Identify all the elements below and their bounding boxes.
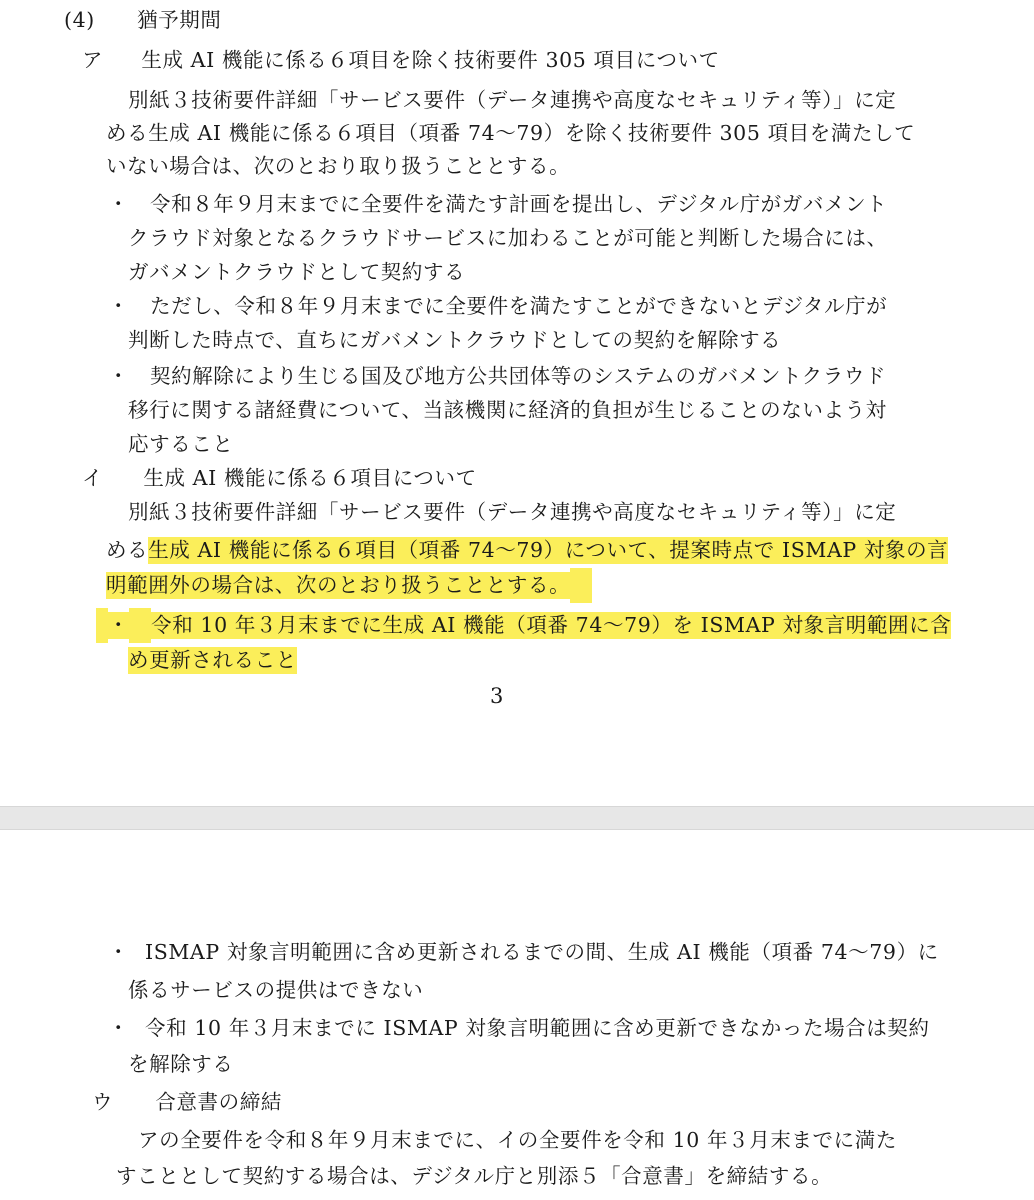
bullet-line: ISMAP 対象言明範囲に含め更新されるまでの間、生成 AI 機能（項番 74〜79）に (145, 940, 939, 964)
item-u-para-line: すこととして契約する場合は、デジタル庁と別添５「合意書」を締結する。 (116, 1164, 833, 1188)
item-a-para-line: める生成 AI 機能に係る６項目（項番 74〜79）を除く技術要件 305 項目を満たして (106, 121, 916, 145)
item-i-bullet-line (128, 644, 297, 676)
highlighted-text: 明範囲外の場合は、次のとおり扱うこととする。 (106, 573, 571, 597)
bullet-mark: ・ (108, 1016, 129, 1040)
document-page-2 (0, 830, 1034, 1200)
bullet-mark: ・ (108, 364, 129, 388)
item-a-marker: ア (82, 48, 104, 72)
bullet-mark: ・ (108, 940, 129, 964)
item-u-para-line: アの全要件を令和８年９月末までに、イの全要件を令和 10 年３月末までに満た (138, 1128, 897, 1152)
bullet-line: 契約解除により生じる国及び地方公共団体等のシステムのガバメントクラウド (150, 364, 887, 388)
page-separator (0, 806, 1034, 830)
page-number: 3 (490, 684, 504, 708)
item-i-para-line (106, 568, 592, 600)
item-u-marker: ウ (92, 1090, 114, 1114)
bullet-line: 応すること (128, 432, 234, 456)
bullet-line: ガバメントクラウドとして契約する (128, 260, 466, 284)
bullet-line: を解除する (128, 1052, 234, 1076)
bullet-line: 移行に関する諸経費について、当該機関に経済的負担が生じることのないよう対 (128, 398, 887, 422)
item-a-para-line: いない場合は、次のとおり取り扱うこととする。 (106, 154, 571, 178)
section-heading (64, 4, 222, 36)
bullet-mark: ・ (108, 613, 130, 637)
highlighted-text: 生成 AI 機能に係る６項目（項番 74〜79）について、提案時点で ISMAP 対象の言 (148, 538, 949, 562)
highlighted-text: 令和 10 年３月末までに生成 AI 機能（項番 74〜79）を ISMAP 対象言明範囲に含 (151, 613, 952, 637)
bullet-line: 令和８年９月末までに全要件を満たす計画を提出し、デジタル庁がガバメント (150, 192, 888, 216)
item-u-title: 合意書の締結 (155, 1090, 282, 1114)
section-number: (4) (64, 8, 95, 32)
item-a-para-line: 別紙３技術要件詳細「サービス要件（データ連携や高度なセキュリティ等）」に定 (128, 88, 897, 112)
bullet-mark: ・ (108, 192, 129, 216)
item-i-para-prefix: める (106, 538, 149, 562)
section-title: 猶予期間 (137, 8, 222, 32)
item-i-para-line (106, 534, 948, 566)
item-a-title: 生成 AI 機能に係る６項目を除く技術要件 305 項目について (141, 48, 720, 72)
bullet-line: 判断した時点で、直ちにガバメントクラウドとしての契約を解除する (128, 328, 782, 352)
item-i-bullet-line (96, 608, 951, 640)
bullet-line: クラウド対象となるクラウドサービスに加わることが可能と判断した場合には、 (128, 226, 888, 250)
item-i-marker: イ (82, 466, 104, 490)
item-i-title: 生成 AI 機能に係る６項目について (143, 466, 477, 490)
bullet-line: 令和 10 年３月末までに ISMAP 対象言明範囲に含め更新できなかった場合は契約 (145, 1016, 930, 1040)
item-i-para-line: 別紙３技術要件詳細「サービス要件（データ連携や高度なセキュリティ等）」に定 (128, 500, 897, 524)
item-i-heading (82, 462, 477, 494)
item-a-heading (82, 44, 720, 76)
highlighted-text: め更新されること (128, 648, 297, 672)
bullet-line: ただし、令和８年９月末までに全要件を満たすことができないとデジタル庁が (150, 294, 888, 318)
bullet-mark: ・ (108, 294, 129, 318)
bullet-line: 係るサービスの提供はできない (128, 978, 424, 1002)
item-u-heading (92, 1086, 282, 1118)
